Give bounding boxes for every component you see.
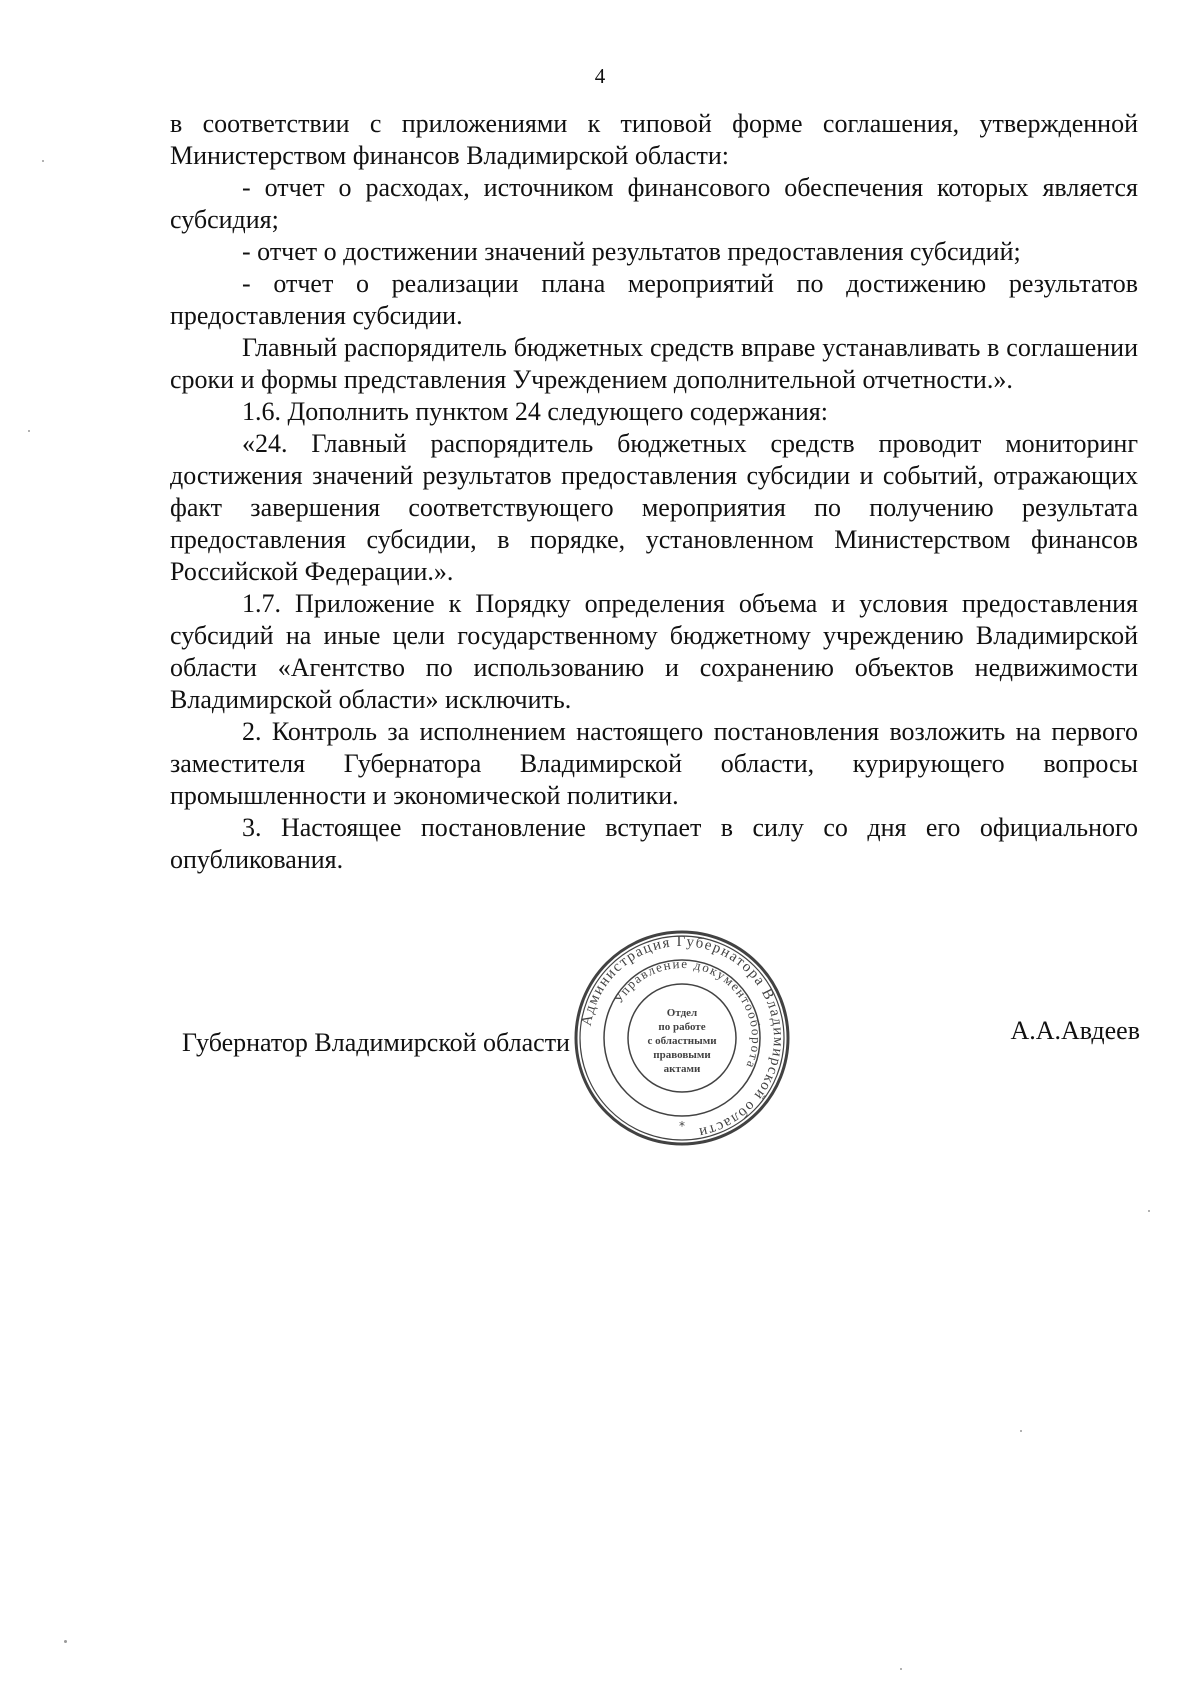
scan-speck [42, 160, 44, 162]
stamp-center-line: актами [663, 1063, 701, 1075]
scan-speck [28, 430, 30, 432]
scan-speck [1020, 1430, 1022, 1432]
stamp-star-icon: * [679, 1119, 685, 1133]
scan-speck [64, 1640, 67, 1643]
stamp-center-line: с областными [647, 1035, 717, 1047]
stamp-outer-text: Администрация Губернатора Владимирской области [578, 933, 787, 1141]
paragraph: 1.7. Приложение к Порядку определения объема и условия предоставления субсидий на иные цели государственному бюджетному учреждению Владимирской области «Агентство по использованию и сохранению объектов недвижимости Владимирской области» исключить. [170, 589, 1138, 714]
signatory-title: Губернатор Владимирской области [182, 1028, 570, 1057]
paragraph: 2. Контроль за исполнением настоящего постановления возложить на первого заместителя Губернатора Владимирской области, курирующего вопросы промышленности и экономической политики. [170, 717, 1138, 810]
stamp-inner-text: Управление документооборота [610, 955, 765, 1072]
paragraph: в соответствии с приложениями к типовой форме соглашения, утвержденной Министерством финансов Владимирской области: [170, 109, 1138, 170]
paragraph: - отчет о реализации плана мероприятий по достижению результатов предоставления субсидии. [170, 269, 1138, 330]
paragraph: - отчет о расходах, источником финансового обеспечения которых является субсидия; [170, 173, 1138, 234]
official-stamp [572, 928, 792, 1148]
signatory-name: А.А.Авдеев [1010, 1016, 1140, 1045]
stamp-center-line: правовыми [653, 1049, 711, 1061]
paragraph: Главный распорядитель бюджетных средств вправе устанавливать в соглашении сроки и формы представления Учреждением дополнительной отчетности.». [170, 333, 1138, 394]
document-body [170, 108, 1138, 876]
paragraph: 1.6. Дополнить пунктом 24 следующего содержания: [242, 397, 828, 426]
paragraph: 3. Настоящее постановление вступает в силу со дня его официального опубликования. [170, 813, 1138, 874]
paragraph: - отчет о достижении значений результатов предоставления субсидий; [242, 237, 1021, 266]
scan-speck [1148, 1210, 1150, 1212]
paragraph: «24. Главный распорядитель бюджетных средств проводит мониторинг достижения значений результатов предоставления субсидии и событий, отражающих факт завершения соответствующего мероприятия по получению результата предоставления субсидии, в порядке, установленном Министерством финансов Российской Федерации.». [170, 429, 1138, 586]
scan-speck [900, 1668, 902, 1670]
stamp-center-line: по работе [658, 1021, 706, 1033]
page-number: 4 [594, 64, 606, 88]
stamp-center-line: Отдел [666, 1007, 698, 1019]
